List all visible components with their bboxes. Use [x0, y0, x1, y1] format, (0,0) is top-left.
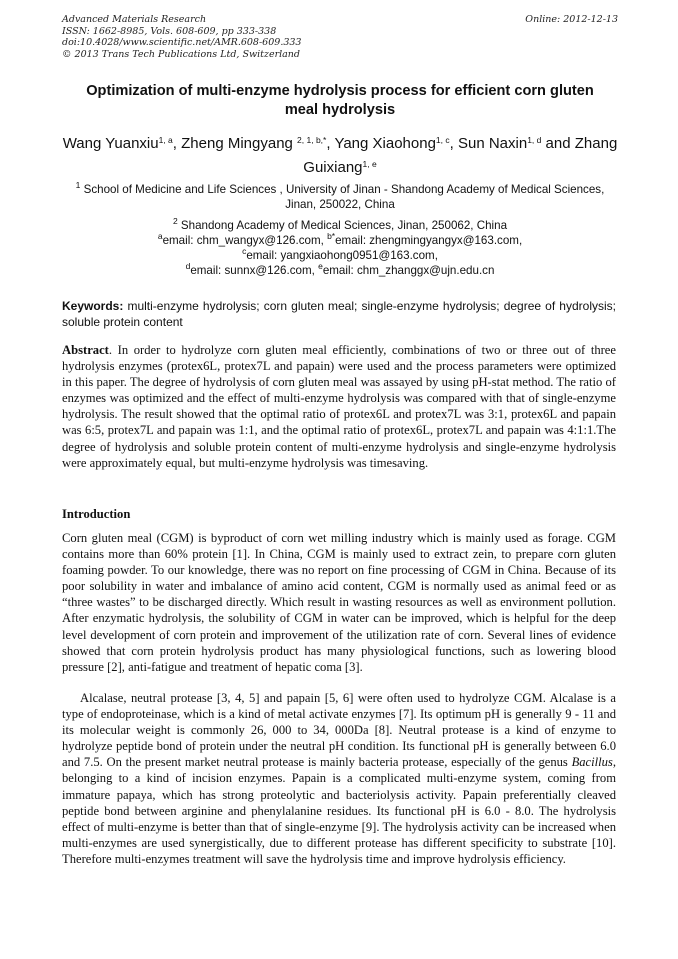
author-list: Wang Yuanxiu$^{1, a}$, Zheng Mingyang $^{2, 1, b,*}$, Yang Xiaohong$^{1, c}$, Sun Naxin$^{1, d}$ and Zhang Guixiang$^{1, e}$ — [62, 135, 618, 176]
section-heading-introduction: Introduction — [62, 507, 131, 521]
author-affil-sup: 1, c — [435, 135, 450, 145]
author-affil-sup: 1, d — [527, 135, 542, 145]
abstract — [62, 342, 616, 471]
abstract-label: Abstract — [62, 343, 109, 357]
author-name: Sun Naxin — [457, 135, 528, 152]
email-b: email: zhengmingyangyx@163.com, — [335, 234, 523, 247]
keywords — [62, 298, 616, 330]
email-c: email: yangxiaohong0951@163.com, — [246, 249, 438, 262]
paper-title: Optimization of multi-enzyme hydrolysis process for efficient corn gluten meal hydrolysis — [86, 83, 594, 118]
copyright-line: © 2013 Trans Tech Publications Ltd, Switzerland — [62, 48, 301, 60]
email-line: $^d$email: sunnx@126.com, $^e$email: chm_zhanggx@ujn.edu.cn — [185, 261, 495, 277]
email-line: $^a$email: chm_wangyx@126.com, $^{b*}$email: zhengmingyangyx@163.com, — [157, 231, 523, 247]
author-affil-sup: 2, 1, b,* — [297, 135, 327, 145]
issn-line: ISSN: 1662-8985, Vols. 608-609, pp 333-338 — [62, 25, 277, 37]
affiliation-1: $^1$ School of Medicine and Life Sciences , University of Jinan - Shandong Academy of Medical Sciences, Jinan, 250022, China — [75, 180, 605, 211]
intro-paragraph-1: Corn gluten meal (CGM) is byproduct of corn wet milling industry which is mainly used as forage. CGM contains more than 60% protein [1]. In China, CGM is mainly used to extract zein, to prepare corn gluten foaming powder. To our knowledge, there was no report on fine processing of CGM in China. Because of its poor solubility in water and imbalance of amino acid content, CGM is normally used as animal feed or as “three wastes” to be discharged directly. Which result in wasting resources as well as environment pollution. After enzymatic hydrolysis, the solubility of CGM in water can be improved, which is helpful for the deep level development of corn protein and improvement of the utilization rate of corn. Several lines of evidence showed that corn protein hydrolysis product has many physiological functions, such as lowering blood pressure [2], anti-fatigue and treatment of hepatic coma [3]. — [62, 531, 616, 674]
intro-paragraph-2: Alcalase, neutral protease [3, 4, 5] and papain [5, 6] were often used to hydrolyze CGM. Alcalase is a type of endoproteinase, which is a kind of metal activate enzymes [7]. Its optimum pH is generally 9 - 11 and its molecular weight is commonly 26, 000 to 34, 000Da [8]. Neutral protease is a kind of enzyme to hydrolyze peptide bond of protein under the neutral pH condition. Its functional pH is generally between 6.0 and 7.5. On the present market neutral protease is mainly bacteria protease, especially of the genus Bacillus, belonging to a kind of incision enzymes. Papain is a complicated multi-enzyme system, coming from immature papaya, which has strong proteolytic and bacteriolysis activity. Papain preferentially cleaved peptide bond between arginine and phenylalanine residues. Its functional pH is 6.0 - 8.0. The hydrolysis effect of multi-enzyme is better than that of single-enzyme [9]. The hydrolysis activity can be increased when multi-enzymes are used synergistically, due to different protease has different specificity to substrate [10]. Therefore multi-enzymes treatment will save the hydrolysis time and improve hydrolysis efficiency. — [62, 691, 616, 866]
email-e: email: chm_zhanggx@ujn.edu.cn — [322, 264, 495, 277]
author-affil-sup: 1, a — [158, 135, 173, 145]
email-a: email: chm_wangyx@126.com, — [162, 234, 328, 247]
author-name: Zhang Guixiang — [303, 135, 618, 176]
affiliation-2: $^2$ Shandong Academy of Medical Sciences, Jinan, 250062, China — [172, 216, 508, 232]
keywords-text: multi-enzyme hydrolysis; corn gluten meal; single-enzyme hydrolysis; degree of hydrolysis; soluble protein content — [62, 299, 616, 329]
abstract-text: . In order to hydrolyze corn gluten meal efficiently, combinations of two or three out of three hydrolysis enzymes (protex6L, protex7L and papain) were used and the process parameters were optimized in this paper. The degree of hydrolysis of corn gluten meal was assayed by using pH-stat method. The ratio of enzymes was optimized and the effect of multi-enzyme hydrolysis was compared with that of single-enzyme hydrolysis. The result showed that the optimal ratio of protex6L and protex7L was 3:1, protex6L and papain was 6:5, protex7L and papain was 1:1, and the optimal ratio of protex6L, protex7L and papain was 4:1:1.The degree of hydrolysis and soluble protein content of multi-enzyme hydrolysis and single-enzyme hydrolysis were approximately equal, but multi-enzyme hydrolysis was timesaving. — [62, 343, 616, 470]
author-name: Wang Yuanxiu — [62, 135, 159, 152]
online-date: Online: 2012-12-13 — [525, 14, 618, 25]
email-d: email: sunnx@126.com, — [190, 264, 319, 277]
keywords-label: Keywords: — [62, 299, 124, 313]
journal-name: Advanced Materials Research — [62, 14, 207, 25]
author-affil-sup: 1, e — [362, 159, 377, 169]
email-line: $^c$email: yangxiaohong0951@163.com, — [242, 246, 438, 262]
genus-italic: Bacillus — [571, 755, 613, 770]
author-name: Yang Xiaohong — [334, 135, 436, 152]
doi-line: doi:10.4028/www.scientific.net/AMR.608-609.333 — [62, 37, 302, 48]
author-name: Zheng Mingyang — [181, 135, 298, 152]
journal-header — [62, 14, 618, 60]
affiliation-2-and-emails — [60, 218, 620, 278]
